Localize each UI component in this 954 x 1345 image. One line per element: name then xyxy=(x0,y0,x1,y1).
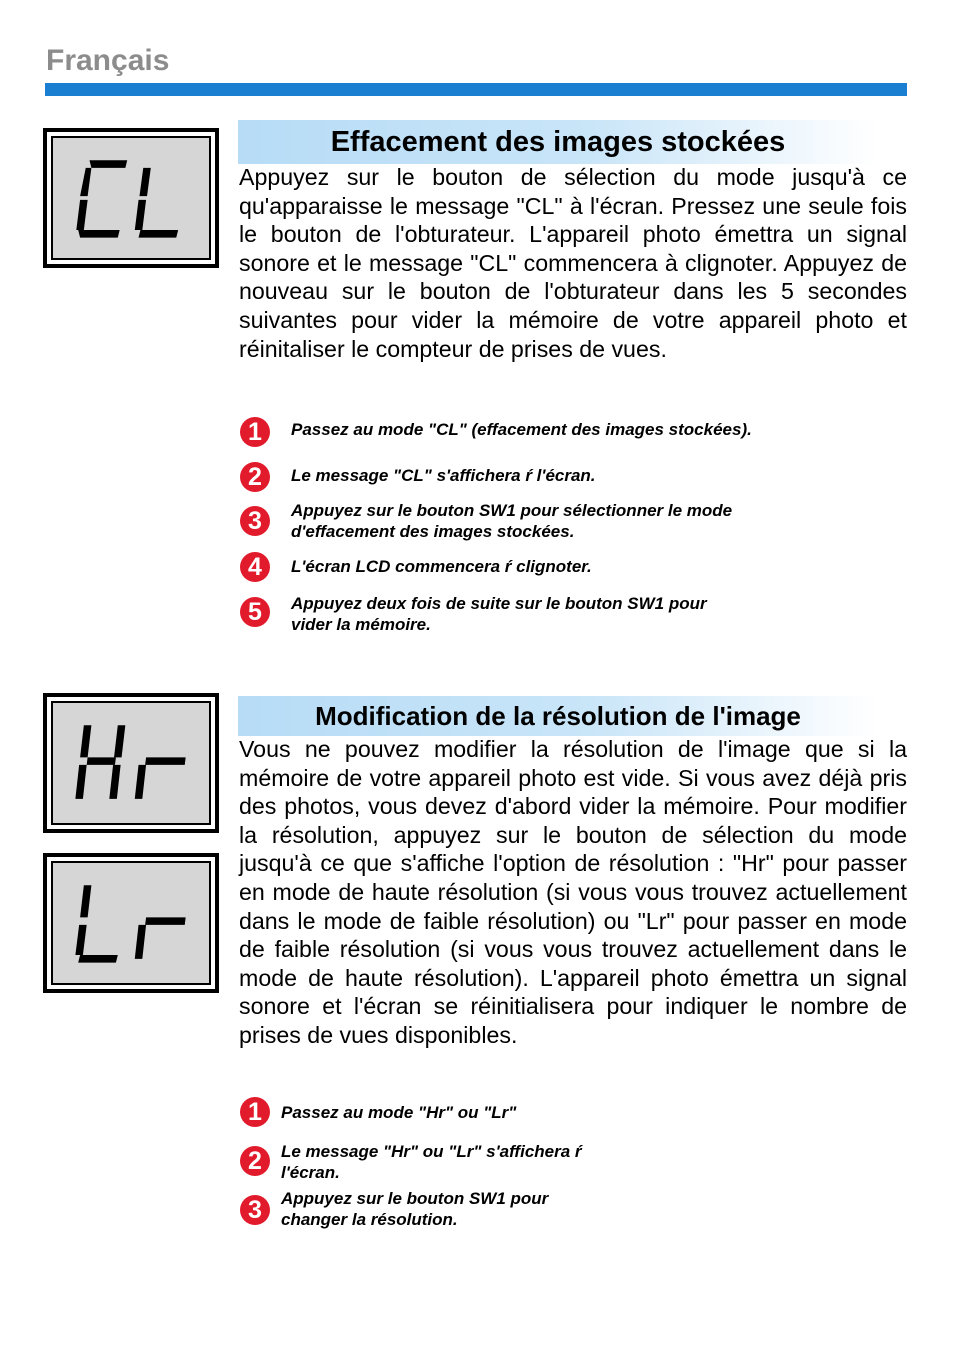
step-text-line: vider la mémoire. xyxy=(291,615,431,634)
step-text-line: Appuyez sur le bouton SW1 pour xyxy=(281,1189,549,1208)
step-number-badge: 5 xyxy=(240,597,270,627)
lcd-hr-glyphs xyxy=(47,697,215,829)
step-number-badge: 1 xyxy=(240,417,270,447)
lcd-display-lr xyxy=(43,853,219,993)
step-text-line: Appuyez sur le bouton SW1 pour sélectionner le mode xyxy=(291,501,733,520)
step-text xyxy=(281,1141,582,1183)
section-body-resolution: Vous ne pouvez modifier la résolution de l'image que si la mémoire de votre appareil photo est vide. Si vous avez déjà pris des photos, vous devez d'abord vider la mémoire. Pour modifier la résolution, appuyez sur le bouton de sélection du mode jusqu'à ce que s'affiche l'option de résolution : "Hr" pour passer en mode de haute résolution (si vous vous trouvez actuellement dans le mode de faible résolution) ou "Lr" pour passer en mode de faible résolution (si vous vous trouvez actuellement dans le mode de haute résolution). L'appareil photo émettra un signal sonore et l'écran se réinitialisera pour indiquer le nombre de prises de vues disponibles. xyxy=(239,736,907,1048)
step-text-line: Passez au mode "CL" (effacement des images stockées). xyxy=(291,420,752,439)
step-text-line: Appuyez deux fois de suite sur le bouton SW1 pour xyxy=(291,594,707,613)
step-text-line: d'effacement des images stockées. xyxy=(291,522,575,541)
step-text-line: Le message "CL" s'affichera ŕ l'écran. xyxy=(291,466,596,485)
step-number-badge: 2 xyxy=(240,462,270,492)
lcd-lr-glyphs xyxy=(47,857,215,989)
section-title-resolution: Modification de la résolution de l'image xyxy=(238,696,878,736)
lcd-display-hr xyxy=(43,693,219,833)
section-title-erase: Effacement des images stockées xyxy=(238,120,878,164)
step-number-badge: 1 xyxy=(240,1097,270,1127)
step-text xyxy=(281,1102,516,1123)
step-number-badge: 2 xyxy=(240,1146,270,1176)
step-text-line: Le message "Hr" ou "Lr" s'affichera ŕ xyxy=(281,1142,582,1161)
lcd-cl-glyphs xyxy=(47,132,215,264)
step-text xyxy=(291,593,707,635)
header-rule xyxy=(45,83,907,96)
step-number-badge: 3 xyxy=(240,506,270,536)
step-text xyxy=(291,465,596,486)
step-text-line: Passez au mode "Hr" ou "Lr" xyxy=(281,1103,517,1122)
step-text-line: l'écran. xyxy=(281,1163,340,1182)
step-text-line: changer la résolution. xyxy=(281,1210,458,1229)
step-number-badge: 4 xyxy=(240,552,270,582)
step-text xyxy=(291,419,752,440)
language-heading: Français xyxy=(46,44,170,77)
step-text xyxy=(281,1188,548,1230)
section-body-erase: Appuyez sur le bouton de sélection du mode jusqu'à ce qu'apparaisse le message "CL" à l'écran. Pressez une seule fois le bouton de l'obturateur. L'appareil photo émettra un signal sonore et le message "CL" commencera à clignoter. Appuyez de nouveau sur le bouton de l'obturateur dans les 5 secondes suivantes pour vider la mémoire de votre appareil photo et réinitaliser le compteur de prises de vues. xyxy=(239,164,907,362)
step-number-badge: 3 xyxy=(240,1195,270,1225)
step-text xyxy=(291,556,592,577)
step-text xyxy=(291,500,732,542)
lcd-display-cl xyxy=(43,128,219,268)
step-text-line: L'écran LCD commencera ŕ clignoter. xyxy=(291,557,592,576)
